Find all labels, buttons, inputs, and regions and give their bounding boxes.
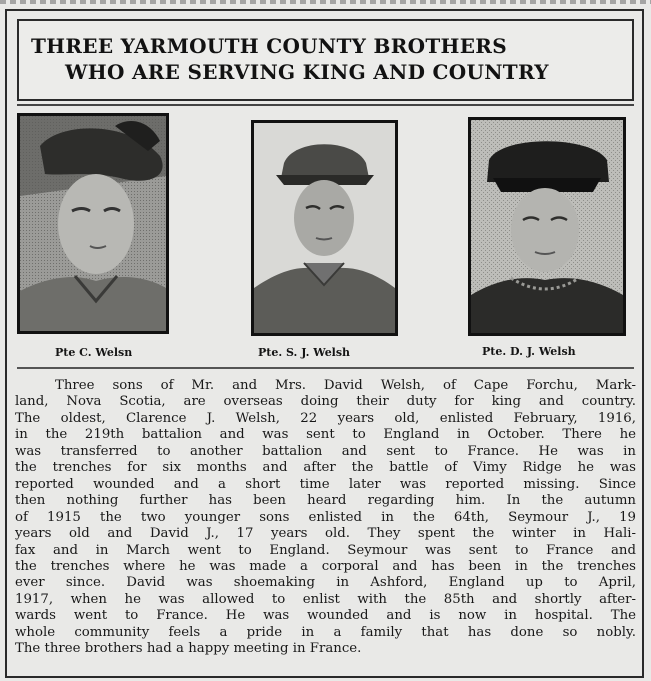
headline-line-1: THREE YARMOUTH COUNTY BROTHERS [31, 34, 507, 58]
body-line: then nothing further has been heard regarding him. In the autumn [15, 493, 636, 509]
body-line: Three sons of Mr. and Mrs. David Welsh, of Cape Forchu, Mark- [55, 378, 636, 393]
body-line: in the 219th battalion and was sent to England in October. There he [15, 427, 636, 443]
body-line: whole community feels a pride in a family that has done so nobly. [15, 624, 636, 640]
portrait-photo-clarence [17, 113, 169, 334]
body-line: The three brothers had a happy meeting in France. [15, 641, 362, 657]
clipping-top-rule [0, 0, 651, 4]
portrait-photo-seymour [251, 120, 398, 336]
body-divider [17, 367, 634, 369]
soldier-portrait-image [254, 123, 395, 333]
body-line: fax and in March went to England. Seymour was sent to France and [15, 542, 636, 558]
body-line: land, Nova Scotia, are overseas doing their duty for king and country. [15, 394, 636, 410]
body-line: The oldest, Clarence J. Welsh, 22 years old, enlisted February, 1916, [15, 410, 636, 426]
caption-david: Pte. D. J. Welsh [482, 345, 576, 358]
headline-line-2: WHO ARE SERVING KING AND COUNTRY [65, 60, 549, 84]
body-line: ever since. David was shoemaking in Ashford, England up to April, [15, 575, 636, 591]
body-line: of 1915 the two younger sons enlisted in the 64th, Seymour J., 19 [15, 509, 636, 525]
portrait-photo-david [468, 117, 626, 336]
soldier-portrait-image [20, 116, 166, 331]
body-line: the trenches for six months and after the battle of Vimy Ridge he was [15, 460, 636, 476]
body-line: reported wounded and a short time later was reported missing. Since [15, 476, 636, 492]
body-line: 1917, when he was allowed to enlist with the 85th and shortly after- [15, 591, 636, 607]
caption-seymour: Pte. S. J. Welsh [258, 346, 351, 359]
body-line: wards went to France. He was wounded and is now in hospital. The [15, 608, 636, 624]
body-line: years old and David J., 17 years old. They spent the winter in Hali- [15, 526, 636, 542]
headline-divider [17, 104, 634, 106]
article-body [15, 378, 636, 668]
body-line: the trenches where he was made a corporal and has been in the trenches [15, 558, 636, 574]
headline-box [17, 19, 634, 101]
caption-clarence: Pte C. Welsn [55, 346, 133, 359]
soldier-portrait-image [471, 120, 623, 333]
body-line: was transferred to another battalion and sent to France. He was in [15, 443, 636, 459]
